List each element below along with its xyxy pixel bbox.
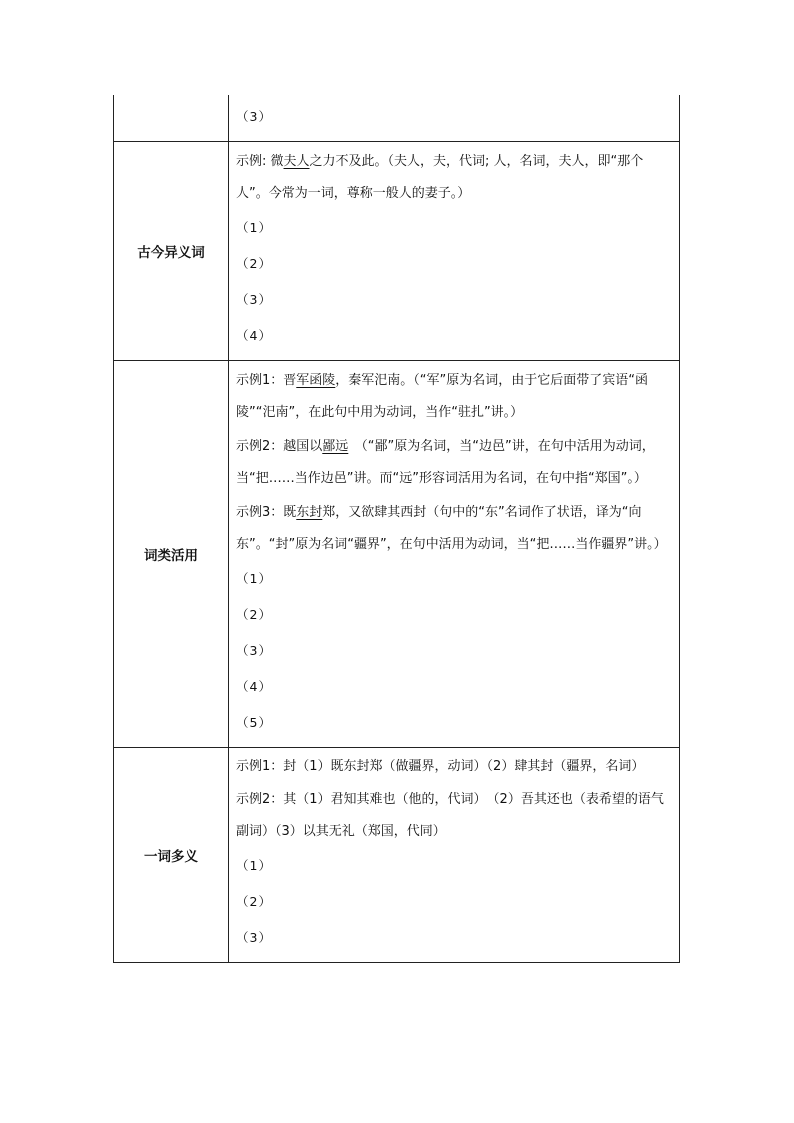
blank-item: （5） — [236, 715, 272, 730]
example-text: 示例1：晋军函陵，秦军汜南。（“军”原为名词，由于它后面带了宾语“函陵”“汜南”，在此句中用为动词，当作“驻扎”讲。） — [236, 373, 649, 420]
study-table — [113, 95, 680, 963]
section-content-cilei — [229, 361, 680, 748]
blank-item: （3） — [236, 109, 272, 124]
underlined-term: 军函陵 — [296, 373, 336, 388]
section-label-gujin: 古今异义词 — [114, 142, 229, 361]
blank-item: （3） — [236, 930, 272, 945]
section-label-cilei: 词类活用 — [114, 361, 229, 748]
blank-item: （1） — [236, 858, 272, 873]
blank-item: （1） — [236, 571, 272, 586]
table-row — [114, 95, 680, 142]
table-row — [114, 142, 680, 361]
section-content-yici — [229, 748, 680, 963]
example-text: 示例2：其（1）君知其难也（他的，代词） （2）吾其还也（表希望的语气副词）（3）以其无礼（郑国，代同） — [236, 792, 664, 839]
section-content-gujin — [229, 142, 680, 361]
section-label-yici: 一词多义 — [114, 748, 229, 963]
blank-item: （4） — [236, 679, 272, 694]
empty-label-cell — [114, 95, 229, 142]
blank-item: （2） — [236, 894, 272, 909]
blank-item: （1） — [236, 220, 272, 235]
example-text: 示例3：既东封郑，又欲肆其西封（句中的“东”名词作了状语，译为“向东”。“封”原为名词“疆界”，在句中活用为动词，当“把……当作疆界”讲。） — [236, 505, 667, 552]
underlined-term: 夫人 — [283, 154, 310, 169]
example-text: 示例: 微夫人之力不及此。（夫人，夫，代词; 人，名词，夫人，即“那个人”。今常为一词，尊称一般人的妻子。） — [236, 154, 644, 201]
underlined-term: 鄙远 — [322, 439, 349, 454]
blank-item: （2） — [236, 607, 272, 622]
blank-item: （3） — [236, 643, 272, 658]
example-text: 示例1：封（1）既东封郑（做疆界，动词）（2）肆其封（疆界，名词） — [236, 759, 645, 774]
blank-item: （4） — [236, 328, 272, 343]
table-row — [114, 361, 680, 748]
blank-item: （2） — [236, 256, 272, 271]
top-content-cell — [229, 95, 680, 142]
underlined-term: 东封 — [296, 505, 323, 520]
blank-item: （3） — [236, 292, 272, 307]
table-row — [114, 748, 680, 963]
example-text: 示例2：越国以鄙远 （“鄙”原为名词，当“边邑”讲，在句中活用为动词，当“把……当作边邑”讲。而“远”形容词活用为名词，在句中指“郑国”。） — [236, 439, 655, 486]
